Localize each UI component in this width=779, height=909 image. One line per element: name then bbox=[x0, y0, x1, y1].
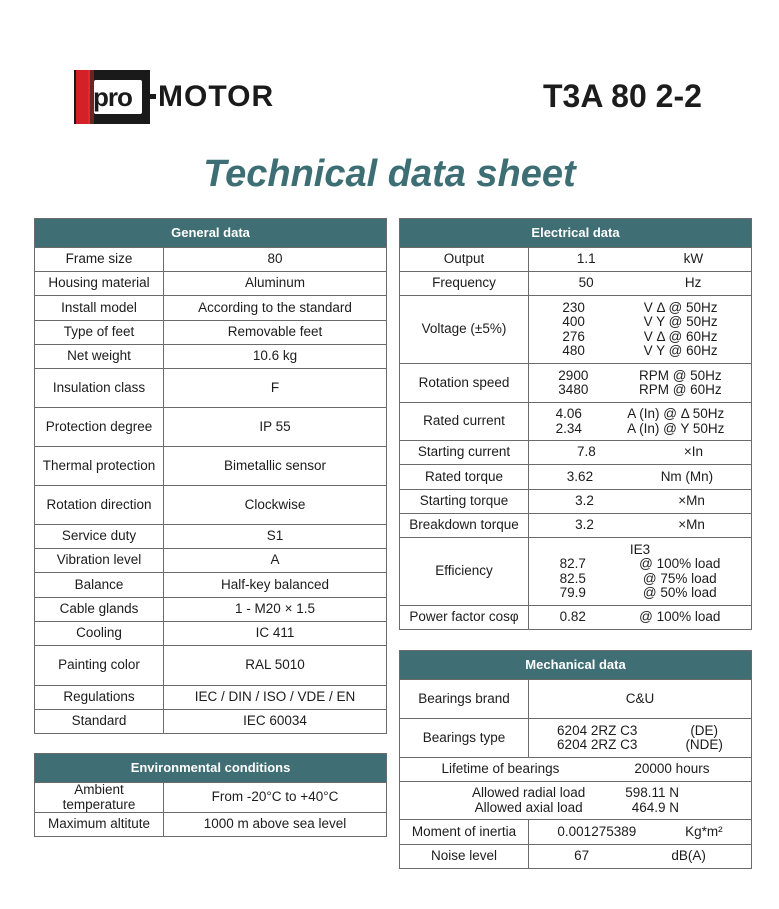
row-value: 276 bbox=[562, 328, 585, 344]
row-label: Balance bbox=[35, 573, 164, 598]
row-label: Standard bbox=[35, 710, 164, 734]
row-value: 0.001275389 bbox=[557, 823, 637, 839]
row-label: Starting torque bbox=[400, 490, 529, 514]
row-unit: kW bbox=[683, 251, 704, 267]
row-label: Maximum altitute bbox=[35, 813, 164, 837]
model-number: T3A 80 2-2 bbox=[543, 78, 702, 114]
row-unit: RPM @ 50Hz bbox=[638, 367, 722, 383]
row-unit: ×Mn bbox=[678, 493, 705, 509]
row-value: 6204 2RZ C3 bbox=[557, 722, 638, 738]
row-value: C&U bbox=[529, 680, 752, 719]
row-value: 1000 m above sea level bbox=[164, 813, 387, 837]
row-value: 464.9 N bbox=[631, 799, 680, 815]
row-value: 400 bbox=[562, 314, 585, 329]
row-label: Bearings brand bbox=[400, 680, 529, 719]
row-label: Bearings type bbox=[400, 719, 529, 758]
row-unit: Hz bbox=[684, 275, 702, 291]
logo-pro-text: pro bbox=[93, 82, 132, 112]
row-value: Clockwise bbox=[164, 486, 387, 525]
row-unit: (DE) bbox=[690, 722, 719, 738]
row-label: Net weight bbox=[35, 345, 164, 369]
row-unit: ×In bbox=[683, 444, 703, 460]
row-value: From -20°C to +40°C bbox=[164, 783, 387, 813]
row-value: RAL 5010 bbox=[164, 646, 387, 686]
row-label: Breakdown torque bbox=[400, 514, 529, 538]
row-unit: @ 50% load bbox=[642, 585, 717, 600]
row-unit: dB(A) bbox=[671, 848, 706, 864]
row-unit: A (In) @ Y 50Hz bbox=[627, 420, 725, 436]
row-value: 3480 bbox=[558, 382, 589, 397]
row-value: 598.11 N bbox=[625, 785, 680, 800]
row-unit: V Δ @ 60Hz bbox=[643, 328, 718, 344]
row-label: Voltage (±5%) bbox=[400, 296, 529, 364]
row-label: Cable glands bbox=[35, 598, 164, 622]
row-label: Vibration level bbox=[35, 549, 164, 573]
row-label: Housing material bbox=[35, 272, 164, 296]
row-label: Ambient temperature bbox=[35, 783, 164, 813]
mechanical-data-header: Mechanical data bbox=[400, 651, 752, 680]
row-value: 20000 hours bbox=[634, 761, 710, 777]
environment-header: Environmental conditions bbox=[35, 754, 387, 783]
row-value: 10.6 kg bbox=[164, 345, 387, 369]
row-label: Allowed axial load bbox=[474, 799, 583, 815]
efficiency-class: IE3 bbox=[629, 541, 651, 557]
row-value: IEC / DIN / ISO / VDE / EN bbox=[164, 686, 387, 710]
row-label: Service duty bbox=[35, 525, 164, 549]
row-value: 67 bbox=[574, 848, 590, 864]
environment-table bbox=[34, 753, 387, 837]
general-data-table bbox=[34, 218, 387, 734]
electrical-data-table bbox=[399, 218, 752, 630]
mechanical-data-table bbox=[399, 650, 752, 869]
row-label: Output bbox=[400, 248, 529, 272]
row-unit: RPM @ 60Hz bbox=[638, 382, 722, 397]
row-unit: V Y @ 60Hz bbox=[643, 343, 718, 358]
row-label: Frequency bbox=[400, 272, 529, 296]
row-label: Protection degree bbox=[35, 408, 164, 447]
row-value: 1.1 bbox=[576, 251, 596, 267]
row-label: Regulations bbox=[35, 686, 164, 710]
row-value: 2900 bbox=[558, 367, 589, 383]
row-label: Rotation direction bbox=[35, 486, 164, 525]
row-label: Allowed radial load bbox=[471, 785, 586, 800]
row-value: Half-key balanced bbox=[164, 573, 387, 598]
row-unit: ×Mn bbox=[678, 517, 705, 533]
row-value: According to the standard bbox=[164, 296, 387, 321]
row-label: Type of feet bbox=[35, 321, 164, 345]
row-value: 1 - M20 × 1.5 bbox=[164, 598, 387, 622]
row-value: 7.8 bbox=[577, 444, 596, 460]
row-value: IC 411 bbox=[164, 622, 387, 646]
row-label: Moment of inertia bbox=[400, 820, 529, 845]
row-unit: (NDE) bbox=[685, 737, 723, 752]
row-label: Starting current bbox=[400, 441, 529, 465]
row-label: Insulation class bbox=[35, 369, 164, 408]
row-label: Thermal protection bbox=[35, 447, 164, 486]
row-value: 3.2 bbox=[575, 493, 594, 509]
row-value: IP 55 bbox=[164, 408, 387, 447]
row-unit: V Δ @ 50Hz bbox=[643, 299, 718, 315]
row-value: A bbox=[164, 549, 387, 573]
row-label: Painting color bbox=[35, 646, 164, 686]
row-unit: @ 100% load bbox=[639, 609, 721, 625]
page-title: Technical data sheet bbox=[203, 153, 576, 195]
row-unit: Nm (Mn) bbox=[660, 468, 714, 484]
row-value: 79.9 bbox=[559, 585, 586, 600]
row-value: Removable feet bbox=[164, 321, 387, 345]
row-value: 3.2 bbox=[575, 517, 594, 533]
row-value: IEC 60034 bbox=[164, 710, 387, 734]
row-unit: Kg*m² bbox=[685, 823, 723, 839]
row-label: Install model bbox=[35, 296, 164, 321]
row-value: 3.62 bbox=[566, 468, 594, 484]
row-value: 230 bbox=[562, 299, 585, 315]
row-value: 0.82 bbox=[559, 609, 586, 625]
row-value: Aluminum bbox=[164, 272, 387, 296]
row-value: Bimetallic sensor bbox=[164, 447, 387, 486]
row-value: 50 bbox=[578, 275, 594, 291]
row-label: Frame size bbox=[35, 248, 164, 272]
row-label: Lifetime of bearings bbox=[441, 761, 560, 777]
row-label: Rotation speed bbox=[400, 364, 529, 403]
electrical-data-header: Electrical data bbox=[400, 219, 752, 248]
row-value: F bbox=[164, 369, 387, 408]
row-label: Rated current bbox=[400, 403, 529, 441]
row-label: Cooling bbox=[35, 622, 164, 646]
row-value: 4.06 bbox=[555, 406, 582, 421]
row-label: Rated torque bbox=[400, 465, 529, 490]
brand-logo bbox=[74, 70, 314, 124]
row-unit: A (In) @ Δ 50Hz bbox=[627, 406, 725, 421]
row-unit: @ 100% load bbox=[639, 556, 721, 571]
row-value: 2.34 bbox=[555, 420, 582, 436]
row-label: Efficiency bbox=[400, 538, 529, 606]
row-value: S1 bbox=[164, 525, 387, 549]
row-label: Power factor cosφ bbox=[400, 606, 529, 630]
row-unit: V Y @ 50Hz bbox=[643, 314, 718, 329]
row-value: 6204 2RZ C3 bbox=[557, 737, 638, 752]
logo-motor-text: MOTOR bbox=[158, 80, 275, 113]
row-unit: @ 75% load bbox=[642, 570, 717, 586]
row-value: 82.5 bbox=[559, 570, 586, 586]
row-value: 480 bbox=[562, 343, 585, 358]
row-label: Noise level bbox=[400, 845, 529, 869]
row-value: 80 bbox=[164, 248, 387, 272]
row-value: 82.7 bbox=[559, 556, 586, 571]
general-data-header: General data bbox=[35, 219, 387, 248]
